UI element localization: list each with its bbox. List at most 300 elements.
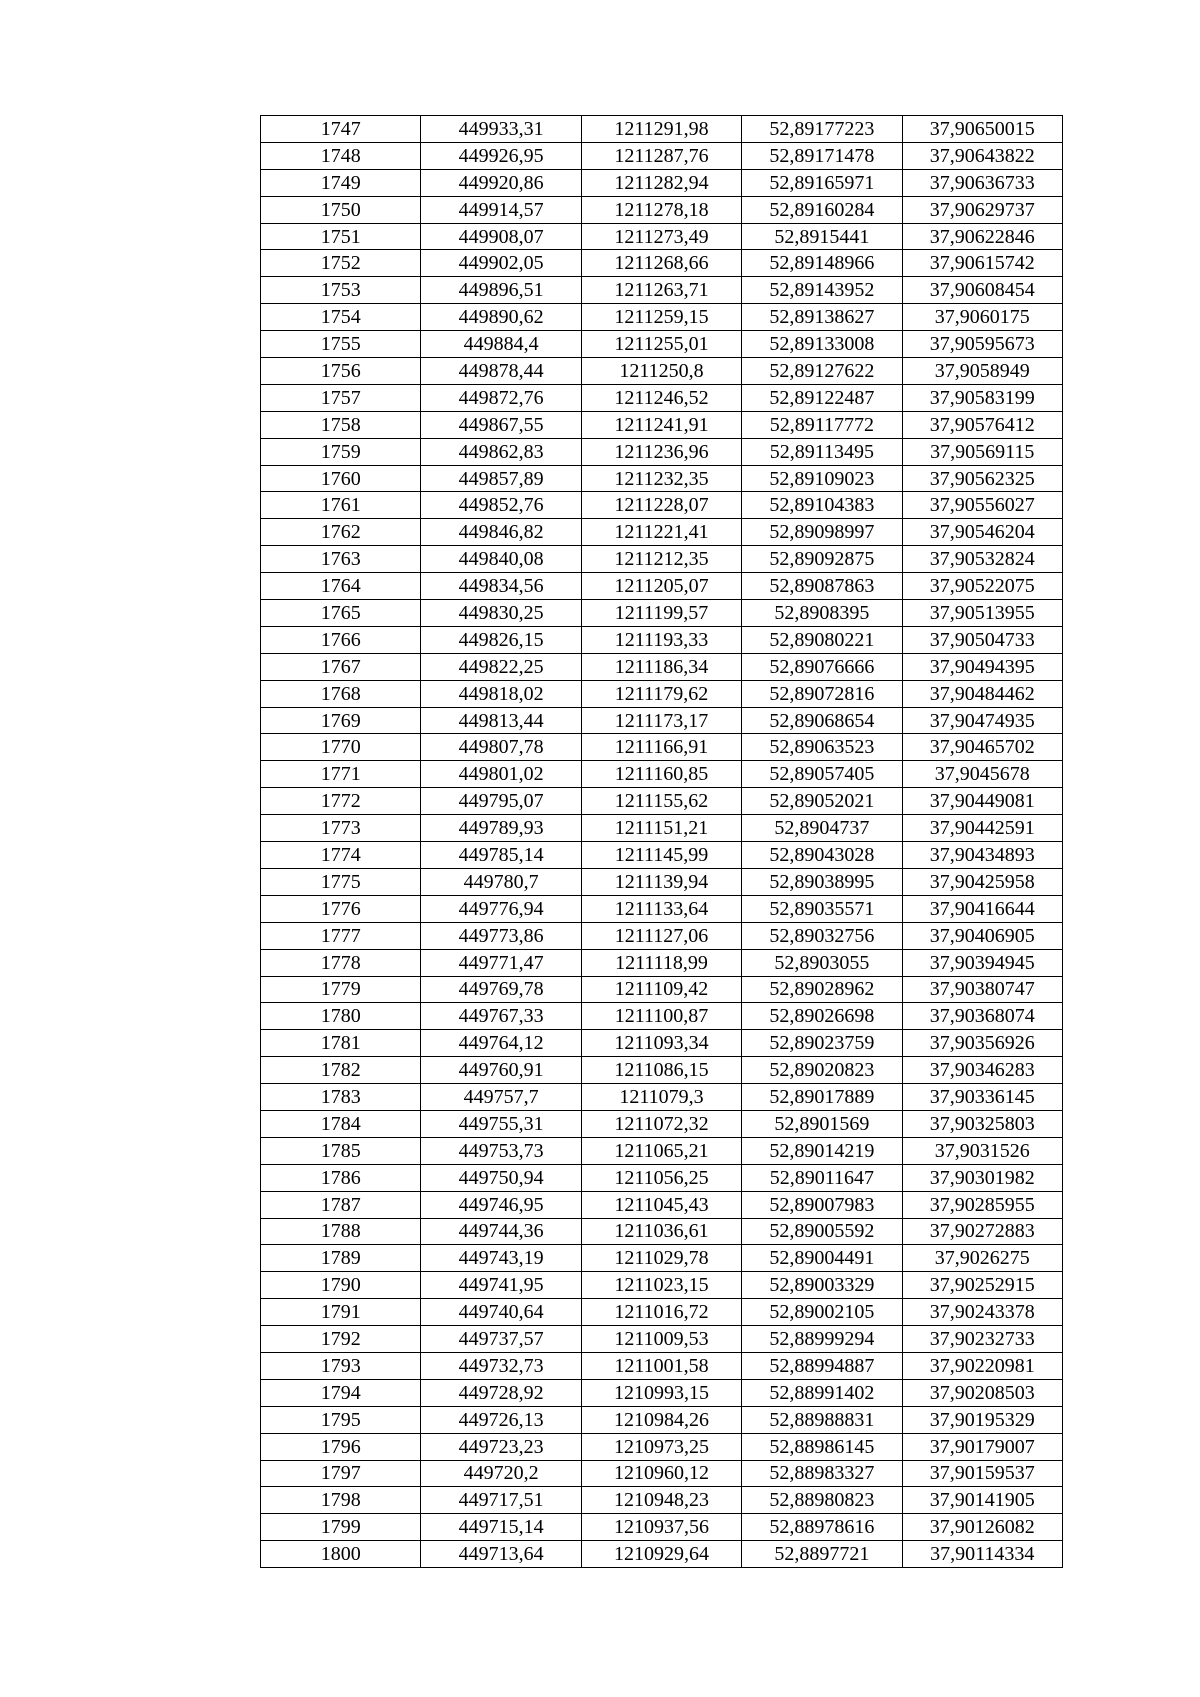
longitude-cell: 37,90208503: [902, 1379, 1062, 1406]
x-coordinate-cell: 449713,64: [421, 1541, 581, 1568]
longitude-cell: 37,90546204: [902, 519, 1062, 546]
table-row: [261, 1030, 1063, 1057]
latitude-cell: 52,89035571: [742, 895, 902, 922]
table-row: [261, 1084, 1063, 1111]
y-coordinate-cell: 1210948,23: [581, 1487, 741, 1514]
x-coordinate-cell: 449801,02: [421, 761, 581, 788]
x-coordinate-cell: 449753,73: [421, 1137, 581, 1164]
point-number-cell: 1778: [261, 949, 421, 976]
y-coordinate-cell: 1210960,12: [581, 1460, 741, 1487]
table-row: [261, 842, 1063, 869]
longitude-cell: 37,90650015: [902, 116, 1062, 143]
longitude-cell: 37,90576412: [902, 411, 1062, 438]
longitude-cell: 37,90636733: [902, 169, 1062, 196]
table-row: [261, 546, 1063, 573]
point-number-cell: 1791: [261, 1299, 421, 1326]
longitude-cell: 37,90643822: [902, 142, 1062, 169]
x-coordinate-cell: 449857,89: [421, 465, 581, 492]
x-coordinate-cell: 449872,76: [421, 384, 581, 411]
table-row: [261, 277, 1063, 304]
table-row: [261, 1110, 1063, 1137]
latitude-cell: 52,8901569: [742, 1110, 902, 1137]
latitude-cell: 52,88986145: [742, 1433, 902, 1460]
point-number-cell: 1783: [261, 1084, 421, 1111]
point-number-cell: 1763: [261, 546, 421, 573]
x-coordinate-cell: 449830,25: [421, 600, 581, 627]
y-coordinate-cell: 1211093,34: [581, 1030, 741, 1057]
longitude-cell: 37,90608454: [902, 277, 1062, 304]
y-coordinate-cell: 1211016,72: [581, 1299, 741, 1326]
y-coordinate-cell: 1211045,43: [581, 1191, 741, 1218]
point-number-cell: 1796: [261, 1433, 421, 1460]
y-coordinate-cell: 1211160,85: [581, 761, 741, 788]
x-coordinate-cell: 449884,4: [421, 331, 581, 358]
longitude-cell: 37,90522075: [902, 573, 1062, 600]
table-row: [261, 1433, 1063, 1460]
longitude-cell: 37,90595673: [902, 331, 1062, 358]
y-coordinate-cell: 1211109,42: [581, 976, 741, 1003]
latitude-cell: 52,89072816: [742, 680, 902, 707]
latitude-cell: 52,89005592: [742, 1218, 902, 1245]
y-coordinate-cell: 1210937,56: [581, 1514, 741, 1541]
longitude-cell: 37,90336145: [902, 1084, 1062, 1111]
longitude-cell: 37,90346283: [902, 1057, 1062, 1084]
point-number-cell: 1793: [261, 1352, 421, 1379]
point-number-cell: 1777: [261, 922, 421, 949]
point-number-cell: 1759: [261, 438, 421, 465]
point-number-cell: 1773: [261, 815, 421, 842]
longitude-cell: 37,90425958: [902, 868, 1062, 895]
x-coordinate-cell: 449902,05: [421, 250, 581, 277]
longitude-cell: 37,90394945: [902, 949, 1062, 976]
latitude-cell: 52,89138627: [742, 304, 902, 331]
latitude-cell: 52,89004491: [742, 1245, 902, 1272]
longitude-cell: 37,90285955: [902, 1191, 1062, 1218]
latitude-cell: 52,88978616: [742, 1514, 902, 1541]
table-row: [261, 438, 1063, 465]
table-row: [261, 169, 1063, 196]
longitude-cell: 37,90474935: [902, 707, 1062, 734]
point-number-cell: 1788: [261, 1218, 421, 1245]
x-coordinate-cell: 449723,23: [421, 1433, 581, 1460]
latitude-cell: 52,88980823: [742, 1487, 902, 1514]
table-row: [261, 1164, 1063, 1191]
longitude-cell: 37,90622846: [902, 223, 1062, 250]
point-number-cell: 1761: [261, 492, 421, 519]
latitude-cell: 52,89043028: [742, 842, 902, 869]
longitude-cell: 37,90141905: [902, 1487, 1062, 1514]
x-coordinate-cell: 449846,82: [421, 519, 581, 546]
point-number-cell: 1774: [261, 842, 421, 869]
longitude-cell: 37,90556027: [902, 492, 1062, 519]
longitude-cell: 37,90380747: [902, 976, 1062, 1003]
latitude-cell: 52,89023759: [742, 1030, 902, 1057]
point-number-cell: 1795: [261, 1406, 421, 1433]
x-coordinate-cell: 449867,55: [421, 411, 581, 438]
y-coordinate-cell: 1211246,52: [581, 384, 741, 411]
latitude-cell: 52,8897721: [742, 1541, 902, 1568]
coordinates-table: [260, 115, 1063, 1568]
point-number-cell: 1787: [261, 1191, 421, 1218]
table-row: [261, 250, 1063, 277]
y-coordinate-cell: 1211139,94: [581, 868, 741, 895]
longitude-cell: 37,90272883: [902, 1218, 1062, 1245]
point-number-cell: 1760: [261, 465, 421, 492]
point-number-cell: 1765: [261, 600, 421, 627]
latitude-cell: 52,89052021: [742, 788, 902, 815]
latitude-cell: 52,89057405: [742, 761, 902, 788]
y-coordinate-cell: 1210973,25: [581, 1433, 741, 1460]
y-coordinate-cell: 1211023,15: [581, 1272, 741, 1299]
x-coordinate-cell: 449789,93: [421, 815, 581, 842]
latitude-cell: 52,8908395: [742, 600, 902, 627]
table-row: [261, 358, 1063, 385]
x-coordinate-cell: 449737,57: [421, 1326, 581, 1353]
table-row: [261, 1218, 1063, 1245]
y-coordinate-cell: 1211100,87: [581, 1003, 741, 1030]
y-coordinate-cell: 1210984,26: [581, 1406, 741, 1433]
table-row: [261, 815, 1063, 842]
x-coordinate-cell: 449807,78: [421, 734, 581, 761]
latitude-cell: 52,89080221: [742, 626, 902, 653]
latitude-cell: 52,8903055: [742, 949, 902, 976]
longitude-cell: 37,90615742: [902, 250, 1062, 277]
table-row: [261, 304, 1063, 331]
table-row: [261, 196, 1063, 223]
point-number-cell: 1750: [261, 196, 421, 223]
table-row: [261, 949, 1063, 976]
longitude-cell: 37,9058949: [902, 358, 1062, 385]
longitude-cell: 37,90232733: [902, 1326, 1062, 1353]
longitude-cell: 37,90465702: [902, 734, 1062, 761]
y-coordinate-cell: 1211056,25: [581, 1164, 741, 1191]
x-coordinate-cell: 449744,36: [421, 1218, 581, 1245]
latitude-cell: 52,89122487: [742, 384, 902, 411]
table-row: [261, 1057, 1063, 1084]
latitude-cell: 52,89098997: [742, 519, 902, 546]
y-coordinate-cell: 1211250,8: [581, 358, 741, 385]
table-row: [261, 465, 1063, 492]
y-coordinate-cell: 1211287,76: [581, 142, 741, 169]
point-number-cell: 1764: [261, 573, 421, 600]
y-coordinate-cell: 1211009,53: [581, 1326, 741, 1353]
table-row: [261, 1487, 1063, 1514]
point-number-cell: 1786: [261, 1164, 421, 1191]
point-number-cell: 1784: [261, 1110, 421, 1137]
longitude-cell: 37,9045678: [902, 761, 1062, 788]
longitude-cell: 37,90629737: [902, 196, 1062, 223]
x-coordinate-cell: 449818,02: [421, 680, 581, 707]
longitude-cell: 37,90126082: [902, 1514, 1062, 1541]
latitude-cell: 52,89104383: [742, 492, 902, 519]
table-row: [261, 1003, 1063, 1030]
point-number-cell: 1752: [261, 250, 421, 277]
x-coordinate-cell: 449773,86: [421, 922, 581, 949]
x-coordinate-cell: 449852,76: [421, 492, 581, 519]
latitude-cell: 52,88991402: [742, 1379, 902, 1406]
y-coordinate-cell: 1211173,17: [581, 707, 741, 734]
latitude-cell: 52,89038995: [742, 868, 902, 895]
latitude-cell: 52,88983327: [742, 1460, 902, 1487]
table-row: [261, 788, 1063, 815]
table-row: [261, 626, 1063, 653]
table-row: [261, 573, 1063, 600]
longitude-cell: 37,90368074: [902, 1003, 1062, 1030]
table-row: [261, 223, 1063, 250]
x-coordinate-cell: 449715,14: [421, 1514, 581, 1541]
latitude-cell: 52,89165971: [742, 169, 902, 196]
table-row: [261, 384, 1063, 411]
point-number-cell: 1767: [261, 653, 421, 680]
table-row: [261, 1326, 1063, 1353]
x-coordinate-cell: 449908,07: [421, 223, 581, 250]
x-coordinate-cell: 449926,95: [421, 142, 581, 169]
x-coordinate-cell: 449878,44: [421, 358, 581, 385]
point-number-cell: 1753: [261, 277, 421, 304]
longitude-cell: 37,90252915: [902, 1272, 1062, 1299]
point-number-cell: 1780: [261, 1003, 421, 1030]
point-number-cell: 1779: [261, 976, 421, 1003]
x-coordinate-cell: 449760,91: [421, 1057, 581, 1084]
longitude-cell: 37,90406905: [902, 922, 1062, 949]
y-coordinate-cell: 1211118,99: [581, 949, 741, 976]
longitude-cell: 37,90532824: [902, 546, 1062, 573]
latitude-cell: 52,89127622: [742, 358, 902, 385]
table-row: [261, 680, 1063, 707]
y-coordinate-cell: 1211193,33: [581, 626, 741, 653]
longitude-cell: 37,90159537: [902, 1460, 1062, 1487]
latitude-cell: 52,89017889: [742, 1084, 902, 1111]
latitude-cell: 52,89143952: [742, 277, 902, 304]
point-number-cell: 1751: [261, 223, 421, 250]
table-row: [261, 707, 1063, 734]
point-number-cell: 1799: [261, 1514, 421, 1541]
point-number-cell: 1789: [261, 1245, 421, 1272]
y-coordinate-cell: 1210929,64: [581, 1541, 741, 1568]
y-coordinate-cell: 1211179,62: [581, 680, 741, 707]
y-coordinate-cell: 1211255,01: [581, 331, 741, 358]
longitude-cell: 37,9060175: [902, 304, 1062, 331]
y-coordinate-cell: 1210993,15: [581, 1379, 741, 1406]
latitude-cell: 52,88988831: [742, 1406, 902, 1433]
y-coordinate-cell: 1211263,71: [581, 277, 741, 304]
table-row: [261, 116, 1063, 143]
y-coordinate-cell: 1211268,66: [581, 250, 741, 277]
table-row: [261, 1514, 1063, 1541]
table-row: [261, 1245, 1063, 1272]
longitude-cell: 37,90179007: [902, 1433, 1062, 1460]
x-coordinate-cell: 449741,95: [421, 1272, 581, 1299]
longitude-cell: 37,90442591: [902, 815, 1062, 842]
point-number-cell: 1781: [261, 1030, 421, 1057]
longitude-cell: 37,90449081: [902, 788, 1062, 815]
x-coordinate-cell: 449750,94: [421, 1164, 581, 1191]
x-coordinate-cell: 449755,31: [421, 1110, 581, 1137]
longitude-cell: 37,90243378: [902, 1299, 1062, 1326]
y-coordinate-cell: 1211001,58: [581, 1352, 741, 1379]
longitude-cell: 37,90569115: [902, 438, 1062, 465]
y-coordinate-cell: 1211029,78: [581, 1245, 741, 1272]
point-number-cell: 1785: [261, 1137, 421, 1164]
y-coordinate-cell: 1211221,41: [581, 519, 741, 546]
y-coordinate-cell: 1211273,49: [581, 223, 741, 250]
table-row: [261, 976, 1063, 1003]
longitude-cell: 37,9031526: [902, 1137, 1062, 1164]
longitude-cell: 37,90220981: [902, 1352, 1062, 1379]
y-coordinate-cell: 1211065,21: [581, 1137, 741, 1164]
point-number-cell: 1775: [261, 868, 421, 895]
longitude-cell: 37,90562325: [902, 465, 1062, 492]
point-number-cell: 1771: [261, 761, 421, 788]
latitude-cell: 52,89148966: [742, 250, 902, 277]
y-coordinate-cell: 1211145,99: [581, 842, 741, 869]
latitude-cell: 52,89076666: [742, 653, 902, 680]
x-coordinate-cell: 449840,08: [421, 546, 581, 573]
longitude-cell: 37,90434893: [902, 842, 1062, 869]
latitude-cell: 52,89063523: [742, 734, 902, 761]
longitude-cell: 37,90504733: [902, 626, 1062, 653]
longitude-cell: 37,90114334: [902, 1541, 1062, 1568]
y-coordinate-cell: 1211086,15: [581, 1057, 741, 1084]
table-row: [261, 868, 1063, 895]
latitude-cell: 52,89109023: [742, 465, 902, 492]
y-coordinate-cell: 1211282,94: [581, 169, 741, 196]
coordinates-table-body: [261, 116, 1063, 1568]
table-row: [261, 653, 1063, 680]
y-coordinate-cell: 1211072,32: [581, 1110, 741, 1137]
y-coordinate-cell: 1211278,18: [581, 196, 741, 223]
x-coordinate-cell: 449740,64: [421, 1299, 581, 1326]
latitude-cell: 52,89007983: [742, 1191, 902, 1218]
latitude-cell: 52,89014219: [742, 1137, 902, 1164]
y-coordinate-cell: 1211236,96: [581, 438, 741, 465]
point-number-cell: 1757: [261, 384, 421, 411]
y-coordinate-cell: 1211186,34: [581, 653, 741, 680]
point-number-cell: 1749: [261, 169, 421, 196]
table-row: [261, 600, 1063, 627]
x-coordinate-cell: 449769,78: [421, 976, 581, 1003]
point-number-cell: 1766: [261, 626, 421, 653]
table-row: [261, 922, 1063, 949]
y-coordinate-cell: 1211205,07: [581, 573, 741, 600]
point-number-cell: 1756: [261, 358, 421, 385]
x-coordinate-cell: 449785,14: [421, 842, 581, 869]
longitude-cell: 37,90325803: [902, 1110, 1062, 1137]
longitude-cell: 37,90416644: [902, 895, 1062, 922]
point-number-cell: 1762: [261, 519, 421, 546]
x-coordinate-cell: 449826,15: [421, 626, 581, 653]
x-coordinate-cell: 449728,92: [421, 1379, 581, 1406]
x-coordinate-cell: 449771,47: [421, 949, 581, 976]
table-row: [261, 1299, 1063, 1326]
table-row: [261, 492, 1063, 519]
x-coordinate-cell: 449914,57: [421, 196, 581, 223]
table-row: [261, 519, 1063, 546]
x-coordinate-cell: 449813,44: [421, 707, 581, 734]
table-row: [261, 1460, 1063, 1487]
table-row: [261, 1191, 1063, 1218]
point-number-cell: 1747: [261, 116, 421, 143]
point-number-cell: 1782: [261, 1057, 421, 1084]
x-coordinate-cell: 449720,2: [421, 1460, 581, 1487]
latitude-cell: 52,89020823: [742, 1057, 902, 1084]
point-number-cell: 1748: [261, 142, 421, 169]
table-row: [261, 1541, 1063, 1568]
y-coordinate-cell: 1211151,21: [581, 815, 741, 842]
point-number-cell: 1797: [261, 1460, 421, 1487]
table-row: [261, 734, 1063, 761]
x-coordinate-cell: 449776,94: [421, 895, 581, 922]
y-coordinate-cell: 1211291,98: [581, 116, 741, 143]
x-coordinate-cell: 449717,51: [421, 1487, 581, 1514]
table-row: [261, 895, 1063, 922]
y-coordinate-cell: 1211133,64: [581, 895, 741, 922]
point-number-cell: 1800: [261, 1541, 421, 1568]
table-row: [261, 761, 1063, 788]
y-coordinate-cell: 1211241,91: [581, 411, 741, 438]
x-coordinate-cell: 449726,13: [421, 1406, 581, 1433]
point-number-cell: 1798: [261, 1487, 421, 1514]
x-coordinate-cell: 449746,95: [421, 1191, 581, 1218]
point-number-cell: 1772: [261, 788, 421, 815]
point-number-cell: 1770: [261, 734, 421, 761]
latitude-cell: 52,89032756: [742, 922, 902, 949]
y-coordinate-cell: 1211166,91: [581, 734, 741, 761]
latitude-cell: 52,89133008: [742, 331, 902, 358]
latitude-cell: 52,89068654: [742, 707, 902, 734]
latitude-cell: 52,89028962: [742, 976, 902, 1003]
latitude-cell: 52,89026698: [742, 1003, 902, 1030]
table-row: [261, 1352, 1063, 1379]
latitude-cell: 52,89011647: [742, 1164, 902, 1191]
x-coordinate-cell: 449834,56: [421, 573, 581, 600]
x-coordinate-cell: 449780,7: [421, 868, 581, 895]
table-row: [261, 331, 1063, 358]
y-coordinate-cell: 1211199,57: [581, 600, 741, 627]
y-coordinate-cell: 1211079,3: [581, 1084, 741, 1111]
x-coordinate-cell: 449757,7: [421, 1084, 581, 1111]
latitude-cell: 52,89002105: [742, 1299, 902, 1326]
latitude-cell: 52,88994887: [742, 1352, 902, 1379]
point-number-cell: 1769: [261, 707, 421, 734]
y-coordinate-cell: 1211212,35: [581, 546, 741, 573]
x-coordinate-cell: 449743,19: [421, 1245, 581, 1272]
latitude-cell: 52,88999294: [742, 1326, 902, 1353]
y-coordinate-cell: 1211232,35: [581, 465, 741, 492]
x-coordinate-cell: 449890,62: [421, 304, 581, 331]
x-coordinate-cell: 449795,07: [421, 788, 581, 815]
point-number-cell: 1776: [261, 895, 421, 922]
point-number-cell: 1790: [261, 1272, 421, 1299]
y-coordinate-cell: 1211155,62: [581, 788, 741, 815]
table-row: [261, 411, 1063, 438]
y-coordinate-cell: 1211259,15: [581, 304, 741, 331]
x-coordinate-cell: 449822,25: [421, 653, 581, 680]
point-number-cell: 1794: [261, 1379, 421, 1406]
x-coordinate-cell: 449933,31: [421, 116, 581, 143]
longitude-cell: 37,90484462: [902, 680, 1062, 707]
table-row: [261, 1272, 1063, 1299]
longitude-cell: 37,90513955: [902, 600, 1062, 627]
longitude-cell: 37,90494395: [902, 653, 1062, 680]
latitude-cell: 52,89003329: [742, 1272, 902, 1299]
point-number-cell: 1755: [261, 331, 421, 358]
y-coordinate-cell: 1211228,07: [581, 492, 741, 519]
longitude-cell: 37,90356926: [902, 1030, 1062, 1057]
point-number-cell: 1792: [261, 1326, 421, 1353]
latitude-cell: 52,89087863: [742, 573, 902, 600]
latitude-cell: 52,89117772: [742, 411, 902, 438]
